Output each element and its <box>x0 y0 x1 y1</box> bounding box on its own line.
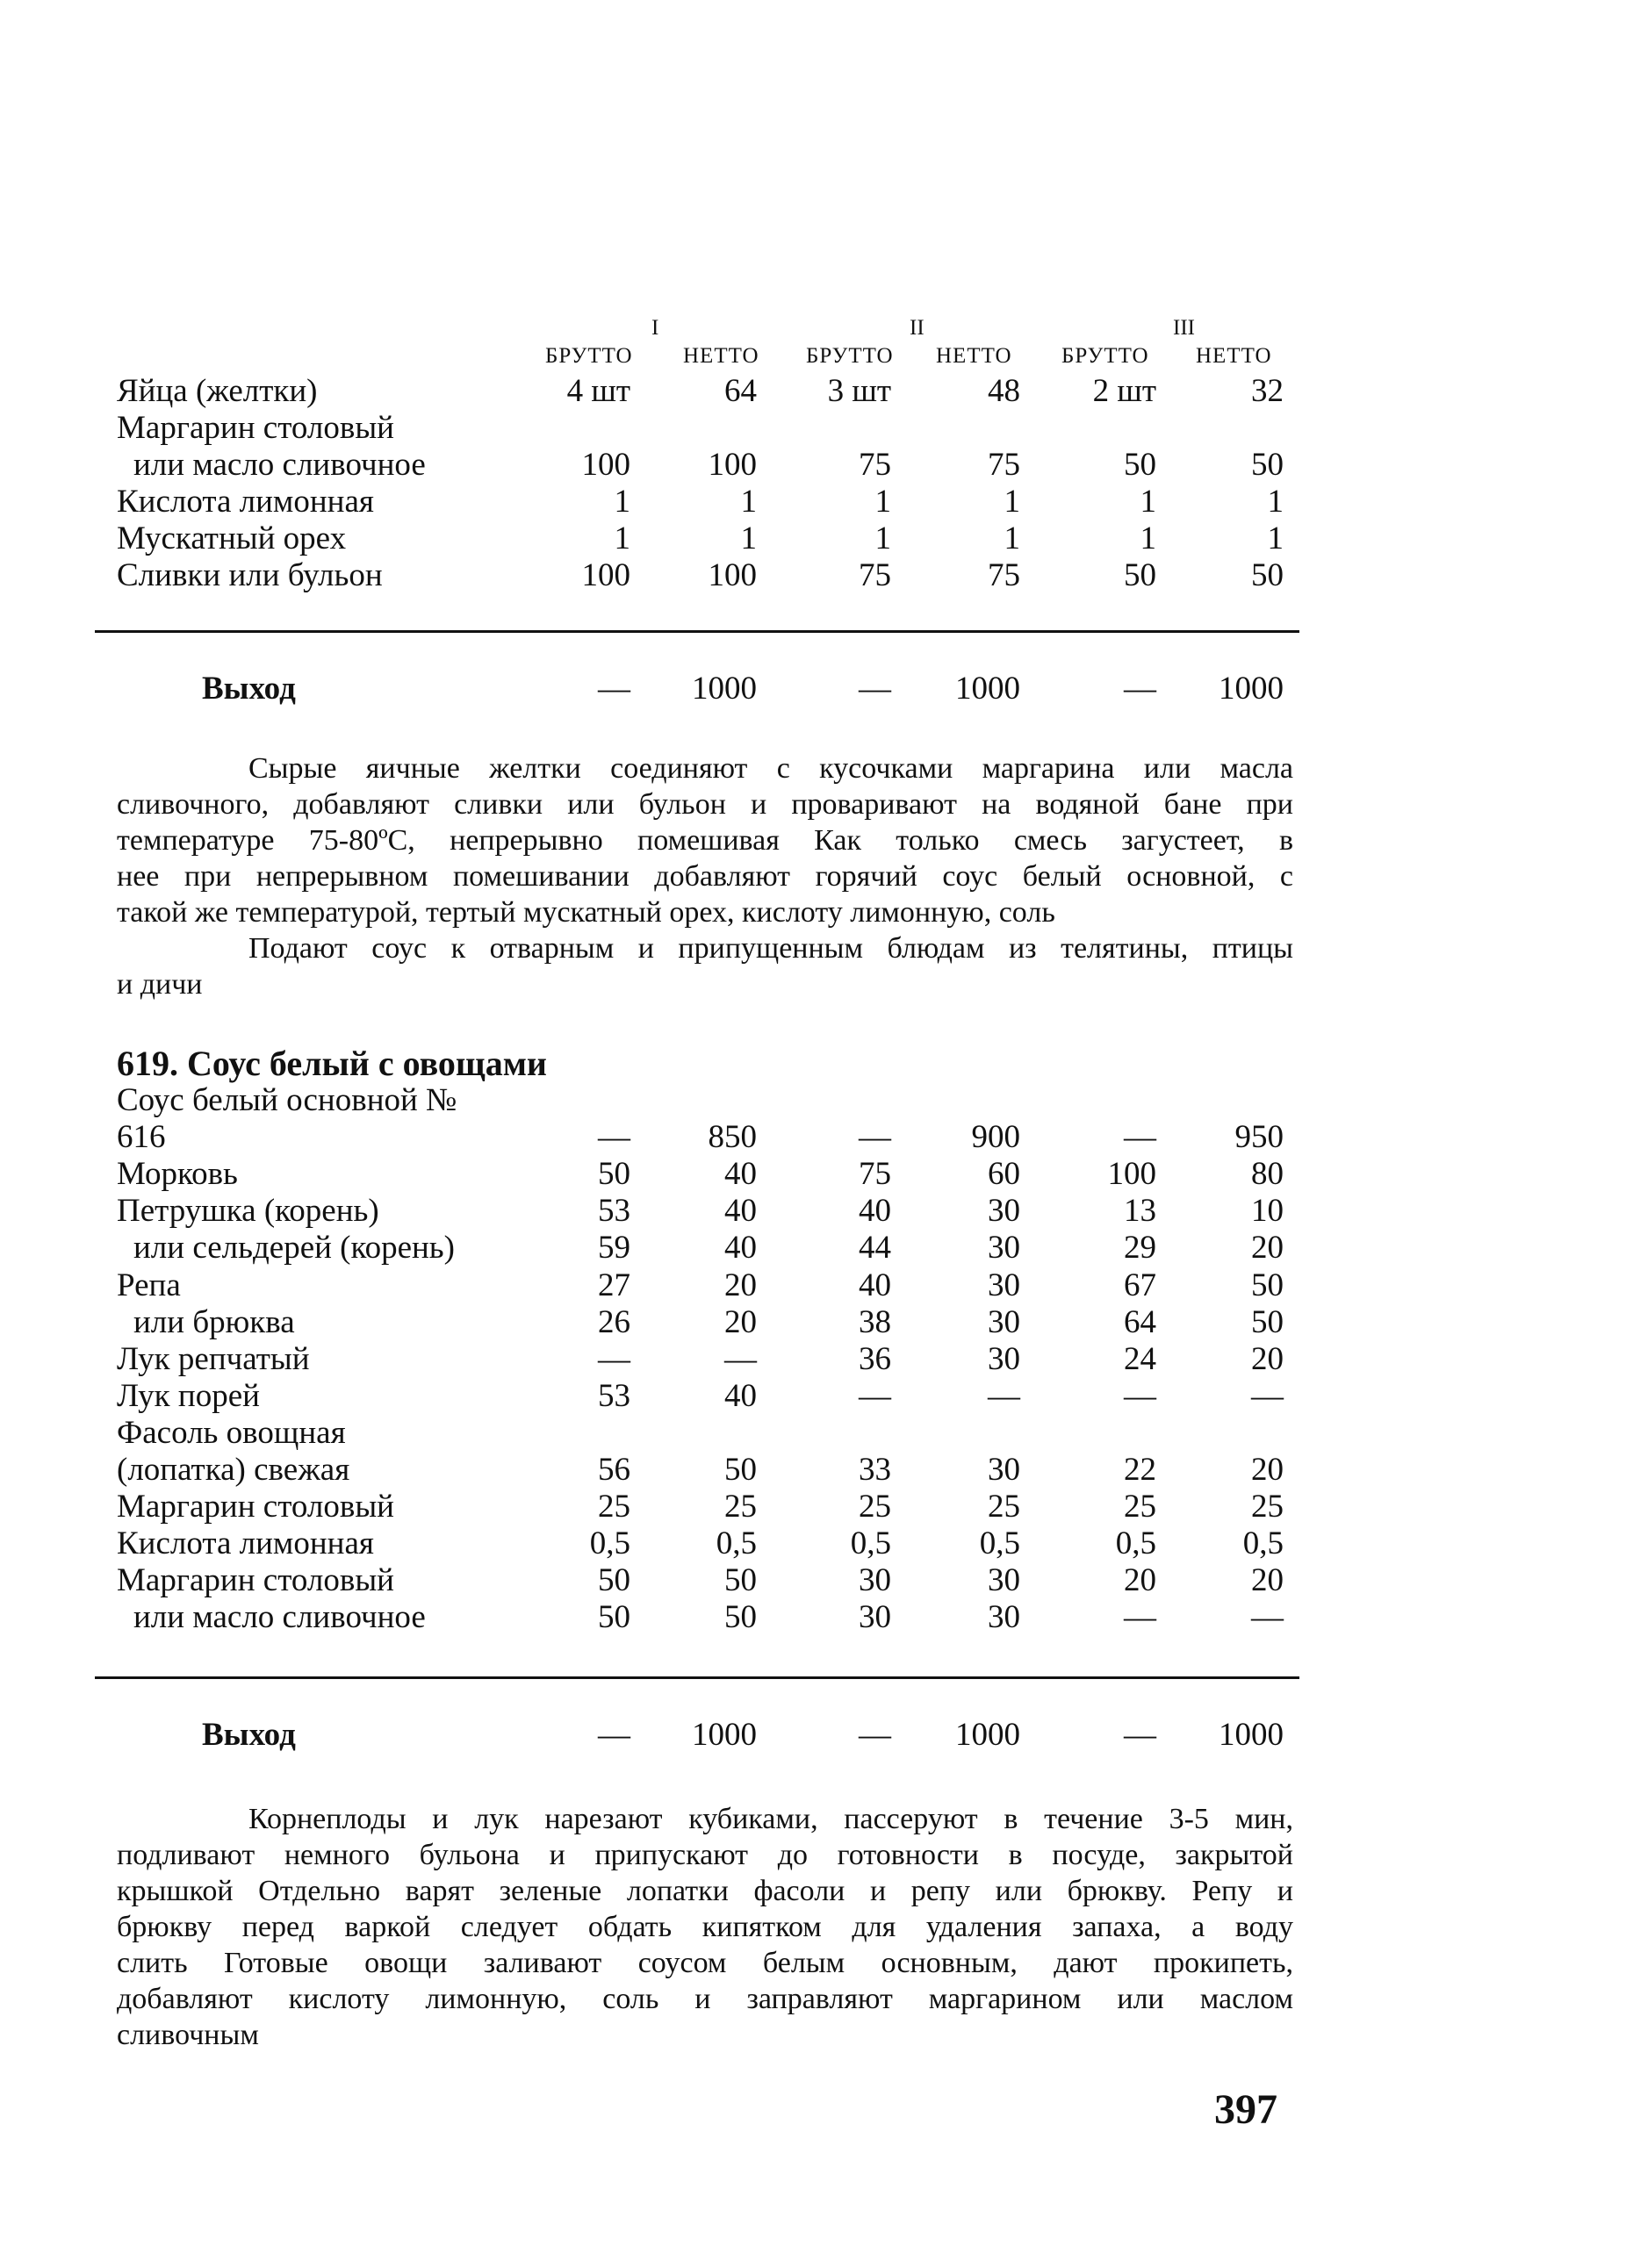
ingredient-value: 20 <box>1251 1340 1284 1377</box>
ingredient-value: 30 <box>988 1340 1020 1377</box>
ingredient-value: 64 <box>1124 1303 1156 1340</box>
ingredient-value: 20 <box>1124 1562 1156 1599</box>
column-header: НЕТТО <box>936 344 1012 368</box>
ingredient-value: — <box>598 1119 630 1156</box>
ingredient-value: 50 <box>1251 1303 1284 1340</box>
ingredient-value: 10 <box>1251 1193 1284 1230</box>
ingredient-value: 1 <box>1267 520 1284 556</box>
ingredient-value: 38 <box>859 1303 891 1340</box>
ingredient-value: 1 <box>1004 484 1020 520</box>
yield-value: — <box>598 671 630 707</box>
ingredient-value: 2 шт <box>1092 373 1156 409</box>
ingredient-value: 30 <box>859 1599 891 1636</box>
yield-value: — <box>859 671 891 707</box>
ingredient-value: 1 <box>874 520 891 556</box>
ingredient-value: 32 <box>1251 373 1284 409</box>
paragraph-line: и дичи <box>117 968 203 1001</box>
ingredient-value: 0,5 <box>850 1525 891 1562</box>
ingredient-value: — <box>598 1340 630 1377</box>
ingredient-value: 50 <box>1124 447 1156 483</box>
ingredient-value: 40 <box>724 1230 757 1267</box>
ingredient-value: 36 <box>859 1340 891 1377</box>
ingredient-value: 0,5 <box>589 1525 630 1562</box>
ingredient-value: 20 <box>1251 1452 1284 1488</box>
ingredient-value: 30 <box>988 1303 1020 1340</box>
ingredient-value: — <box>1124 1599 1156 1636</box>
ingredient-value: 0,5 <box>979 1525 1020 1562</box>
yield-value: 1000 <box>692 1717 757 1753</box>
ingredient-value: — <box>1124 1377 1156 1414</box>
ingredient-value: 50 <box>598 1599 630 1636</box>
ingredient-value: 20 <box>724 1267 757 1303</box>
ingredient-value: 30 <box>988 1230 1020 1267</box>
paragraph-line: такой же температурой, тертый мускатный орех, кислоту лимонную, соль <box>117 896 1055 929</box>
ingredient-value: 0,5 <box>716 1525 757 1562</box>
table-divider <box>95 630 1299 633</box>
ingredient-value: 20 <box>1251 1562 1284 1599</box>
ingredient-value: — <box>724 1340 757 1377</box>
ingredient-value: 75 <box>988 557 1020 593</box>
page-number: 397 <box>1214 2086 1277 2133</box>
ingredient-value: 50 <box>1251 447 1284 483</box>
ingredient-value: 20 <box>1251 1230 1284 1267</box>
ingredient-value: 75 <box>859 557 891 593</box>
ingredient-value: 950 <box>1234 1119 1284 1156</box>
ingredient-label: Маргарин столовый <box>117 1489 394 1525</box>
column-header: БРУТТО <box>806 344 894 368</box>
ingredient-value: 56 <box>598 1452 630 1488</box>
ingredient-value: — <box>1124 1119 1156 1156</box>
ingredient-label: Мускатный орех <box>117 520 347 556</box>
ingredient-value: 50 <box>724 1452 757 1488</box>
ingredient-value: 1 <box>874 484 891 520</box>
ingredient-value: 25 <box>1251 1489 1284 1525</box>
paragraph-line: добавляют кислоту лимонную, соль и заправляют маргарином или маслом <box>117 1983 1293 2015</box>
paragraph-line: сливочного, добавляют сливки или бульон и проваривают на водяной бане при <box>117 788 1293 821</box>
ingredient-label: Фасоль овощная <box>117 1414 346 1451</box>
yield-value: 1000 <box>955 671 1020 707</box>
ingredient-value: 25 <box>724 1489 757 1525</box>
ingredient-value: — <box>859 1119 891 1156</box>
paragraph-line: Сырые яичные желтки соединяют с кусочками маргарина или масла <box>248 752 1293 785</box>
ingredient-value: 40 <box>859 1267 891 1303</box>
ingredient-value: 1 <box>1267 484 1284 520</box>
ingredient-value: 27 <box>598 1267 630 1303</box>
ingredient-value: 33 <box>859 1452 891 1488</box>
section-title: 619. Соус белый с овощами <box>117 1044 547 1083</box>
ingredient-label: или брюква <box>133 1303 295 1340</box>
ingredient-value: — <box>1251 1377 1284 1414</box>
column-header: НЕТТО <box>683 344 759 368</box>
ingredient-value: 30 <box>988 1562 1020 1599</box>
paragraph-line: Подают соус к отварным и припущенным блюдам из телятины, птицы <box>248 932 1293 965</box>
group-label-1: I <box>651 316 659 340</box>
ingredient-value: 30 <box>988 1193 1020 1230</box>
ingredient-value: 50 <box>598 1562 630 1599</box>
ingredient-value: 13 <box>1124 1193 1156 1230</box>
ingredient-value: 64 <box>724 373 757 409</box>
group-label-3: III <box>1173 316 1195 340</box>
ingredient-value: 100 <box>708 447 757 483</box>
paragraph-line: брюкву перед варкой следует обдать кипятком для удаления запаха, а воду <box>117 1911 1293 1943</box>
paragraph-line: слить Готовые овощи заливают соусом белым основным, дают прокипеть, <box>117 1947 1293 1979</box>
ingredient-value: 44 <box>859 1230 891 1267</box>
paragraph-line: Корнеплоды и лук нарезают кубиками, пассеруют в течение 3-5 мин, <box>248 1803 1293 1835</box>
paragraph-line: нее при непрерывном помешивании добавляют горячий соус белый основной, с <box>117 860 1293 893</box>
ingredient-value: 100 <box>581 557 630 593</box>
ingredient-value: — <box>859 1377 891 1414</box>
ingredient-value: 0,5 <box>1242 1525 1284 1562</box>
paragraph-serving <box>117 930 1293 1002</box>
ingredient-value: 20 <box>724 1303 757 1340</box>
ingredient-value: 40 <box>724 1156 757 1193</box>
yield-value: 1000 <box>955 1717 1020 1753</box>
ingredient-value: 25 <box>1124 1489 1156 1525</box>
ingredient-value: 3 шт <box>827 373 891 409</box>
ingredient-value: 900 <box>971 1119 1020 1156</box>
ingredient-label: Сливки или бульон <box>117 557 383 593</box>
paragraph-preparation <box>117 750 1293 930</box>
ingredient-label: Соус белый основной № <box>117 1082 457 1118</box>
ingredient-value: 40 <box>724 1377 757 1414</box>
paragraph-line: сливочным <box>117 2019 259 2051</box>
ingredient-value: 26 <box>598 1303 630 1340</box>
ingredient-label: Маргарин столовый <box>117 410 394 446</box>
yield-value: 1000 <box>692 671 757 707</box>
ingredient-value: 60 <box>988 1156 1020 1193</box>
ingredient-value: 25 <box>859 1489 891 1525</box>
ingredient-value: — <box>988 1377 1020 1414</box>
ingredient-value: 30 <box>988 1452 1020 1488</box>
ingredient-value: 80 <box>1251 1156 1284 1193</box>
ingredient-value: 25 <box>598 1489 630 1525</box>
yield-value: — <box>1124 1717 1156 1753</box>
ingredient-label: Лук порей <box>117 1377 260 1414</box>
ingredient-value: 48 <box>988 373 1020 409</box>
ingredient-value: 100 <box>581 447 630 483</box>
ingredient-value: 59 <box>598 1230 630 1267</box>
ingredient-value: 67 <box>1124 1267 1156 1303</box>
ingredient-value: 1 <box>740 484 757 520</box>
yield-value: — <box>598 1717 630 1753</box>
ingredient-label: Лук репчатый <box>117 1340 310 1377</box>
yield-value: 1000 <box>1219 671 1284 707</box>
paragraph-line: температуре 75-80ºC, непрерывно помешивая Как только смесь загустеет, в <box>117 824 1293 857</box>
ingredient-value: 25 <box>988 1489 1020 1525</box>
ingredient-value: 29 <box>1124 1230 1156 1267</box>
ingredient-value: 22 <box>1124 1452 1156 1488</box>
column-header: НЕТТО <box>1196 344 1272 368</box>
ingredient-value: — <box>1251 1599 1284 1636</box>
ingredient-value: 30 <box>988 1599 1020 1636</box>
ingredient-label: или масло сливочное <box>133 1599 426 1636</box>
ingredient-value: 30 <box>988 1267 1020 1303</box>
column-header: БРУТТО <box>545 344 633 368</box>
ingredient-label: (лопатка) свежая <box>117 1452 350 1488</box>
ingredient-value: 850 <box>708 1119 757 1156</box>
ingredient-value: 75 <box>859 1156 891 1193</box>
ingredient-value: 100 <box>708 557 757 593</box>
ingredient-value: 1 <box>614 520 630 556</box>
ingredient-label: Репа <box>117 1267 181 1303</box>
ingredient-label: Кислота лимонная <box>117 484 374 520</box>
ingredient-value: 1 <box>1140 484 1156 520</box>
ingredient-value: 1 <box>1140 520 1156 556</box>
ingredient-value: 24 <box>1124 1340 1156 1377</box>
ingredient-value: 100 <box>1107 1156 1156 1193</box>
ingredient-value: 40 <box>724 1193 757 1230</box>
ingredient-value: 75 <box>988 447 1020 483</box>
ingredient-value: 30 <box>859 1562 891 1599</box>
paragraph-line: крышкой Отдельно варят зеленые лопатки фасоли и репу или брюкву. Репу и <box>117 1875 1293 1907</box>
ingredient-value: 0,5 <box>1115 1525 1156 1562</box>
ingredient-value: 50 <box>724 1562 757 1599</box>
yield-label: Выход <box>202 671 296 707</box>
ingredient-label: Петрушка (корень) <box>117 1193 379 1230</box>
ingredient-value: 50 <box>1251 557 1284 593</box>
yield-value: — <box>1124 671 1156 707</box>
ingredient-value: 75 <box>859 447 891 483</box>
paragraph-method <box>117 1801 1293 2053</box>
ingredient-label: или сельдерей (корень) <box>133 1230 456 1267</box>
ingredient-value: 1 <box>740 520 757 556</box>
ingredient-label: Кислота лимонная <box>117 1525 374 1562</box>
table-divider <box>95 1676 1299 1679</box>
ingredient-value: 1 <box>614 484 630 520</box>
column-header: БРУТТО <box>1061 344 1149 368</box>
ingredient-value: 40 <box>859 1193 891 1230</box>
ingredient-value: 4 шт <box>566 373 630 409</box>
ingredient-label: 616 <box>117 1119 166 1156</box>
yield-label: Выход <box>202 1717 296 1753</box>
ingredient-label: Морковь <box>117 1156 238 1193</box>
ingredient-value: 50 <box>1251 1267 1284 1303</box>
ingredient-label: или масло сливочное <box>133 447 426 483</box>
ingredient-value: 50 <box>598 1156 630 1193</box>
ingredient-value: 50 <box>1124 557 1156 593</box>
paragraph-line: подливают немного бульона и припускают до готовности в посуде, закрытой <box>117 1839 1293 1871</box>
ingredient-value: 53 <box>598 1377 630 1414</box>
ingredient-value: 1 <box>1004 520 1020 556</box>
ingredient-label: Яйца (желтки) <box>117 373 318 409</box>
ingredient-value: 53 <box>598 1193 630 1230</box>
ingredient-label: Маргарин столовый <box>117 1562 394 1599</box>
yield-value: 1000 <box>1219 1717 1284 1753</box>
group-label-2: II <box>910 316 925 340</box>
yield-value: — <box>859 1717 891 1753</box>
ingredient-value: 50 <box>724 1599 757 1636</box>
